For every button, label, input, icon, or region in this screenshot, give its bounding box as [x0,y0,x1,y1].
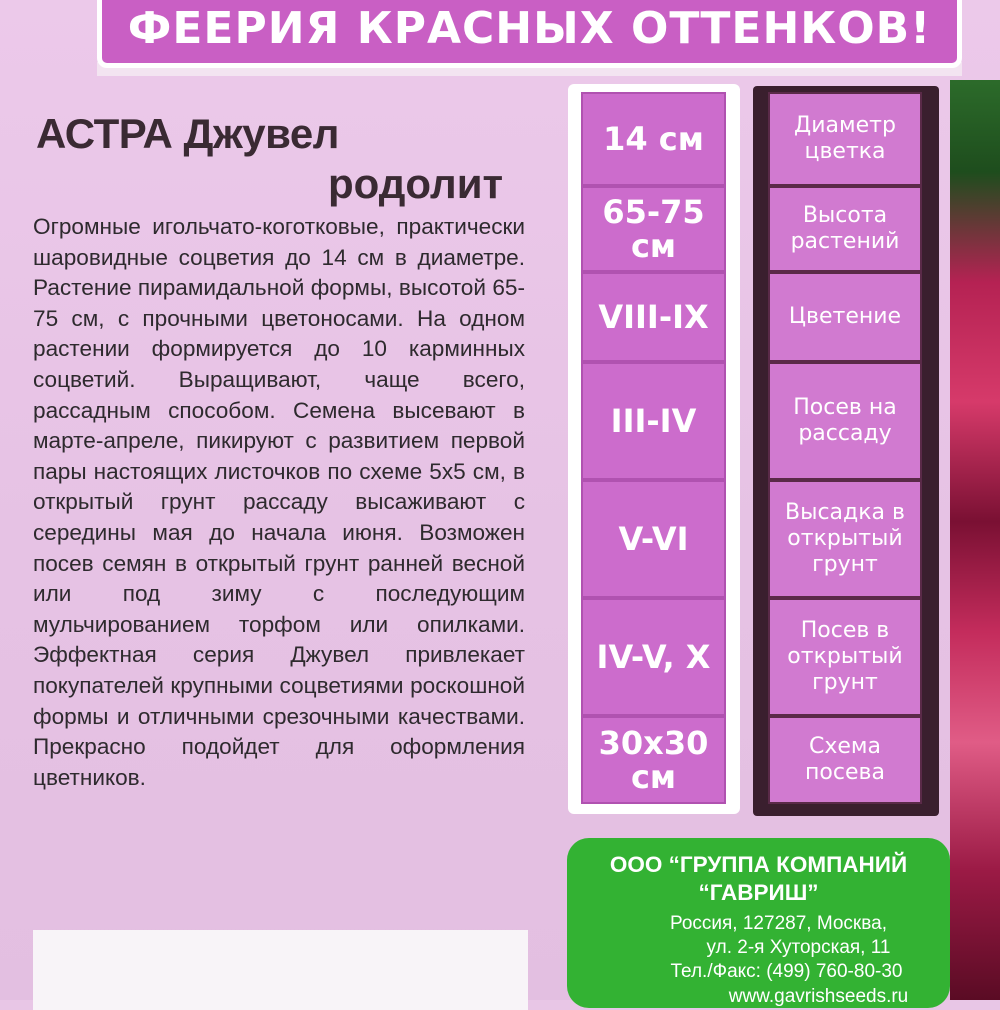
company-website: www.gavrishseeds.ru [728,986,909,1007]
flower-photo-edge [950,80,1000,1000]
product-title-line1: АСТРА Джувел [36,110,339,157]
blank-label-area [33,930,528,1010]
spec-label-seedling-sowing: Посев на рассаду [768,362,922,480]
company-phone: Тел./Факс: (499) 760-80-30 [670,961,903,982]
spec-label-open-ground-sowing: Посев в открытый грунт [768,598,922,716]
spec-value-seedling-sowing: III-IV [581,362,726,480]
spec-label-diameter: Диаметр цветка [768,92,922,186]
spec-value-sowing-scheme: 30х30 см [581,716,726,804]
company-info-box [567,838,950,1008]
spec-value-transplant: V-VI [581,480,726,598]
spec-value-diameter: 14 см [581,92,726,186]
headline-text: ФЕЕРИЯ КРАСНЫХ ОТТЕНКОВ! [127,2,932,54]
spec-value-open-ground-sowing: IV-V, X [581,598,726,716]
spec-value-flowering: VIII-IX [581,272,726,362]
company-name-line2: “ГАВРИШ” [698,880,819,905]
spec-label-transplant: Высадка в открытый грунт [768,480,922,598]
product-title-line2: родолит [328,160,504,207]
spec-label-sowing-scheme: Схема посева [768,716,922,804]
headline-banner [97,0,962,68]
product-description: Огромные игольчато-коготковые, практически шаровидные соцветия до 14 см в диаметре. Растение пирамидальной формы, высотой 65-75 см, с прочными цветоносами. На одном растении формируется до 10 карминных соцветий. Выращивают, чаще всего, рассадным способом. Семена высевают в марте-апреле, пикируют с развитием первой пары настоящих листочков по схеме 5х5 см, в открытый грунт рассаду высаживают с середины мая до начала июня. Возможен посев семян в открытый грунт ранней весной или под зиму с последующим мульчированием торфом или опилками. Эффектная серия Джувел привлекает покупателей крупными соцветиями роскошной формы и отличными срезочными качествами. Прекрасно подойдет для оформления цветников. [33,214,525,790]
spec-label-height: Высота растений [768,186,922,272]
company-address-line2: ул. 2-я Хуторская, 11 [706,937,891,958]
spec-value-height: 65-75 см [581,186,726,272]
company-address-line1: Россия, 127287, Москва, [670,913,887,934]
spec-label-flowering: Цветение [768,272,922,362]
company-name-line1: ООО “ГРУППА КОМПАНИЙ [609,852,908,877]
